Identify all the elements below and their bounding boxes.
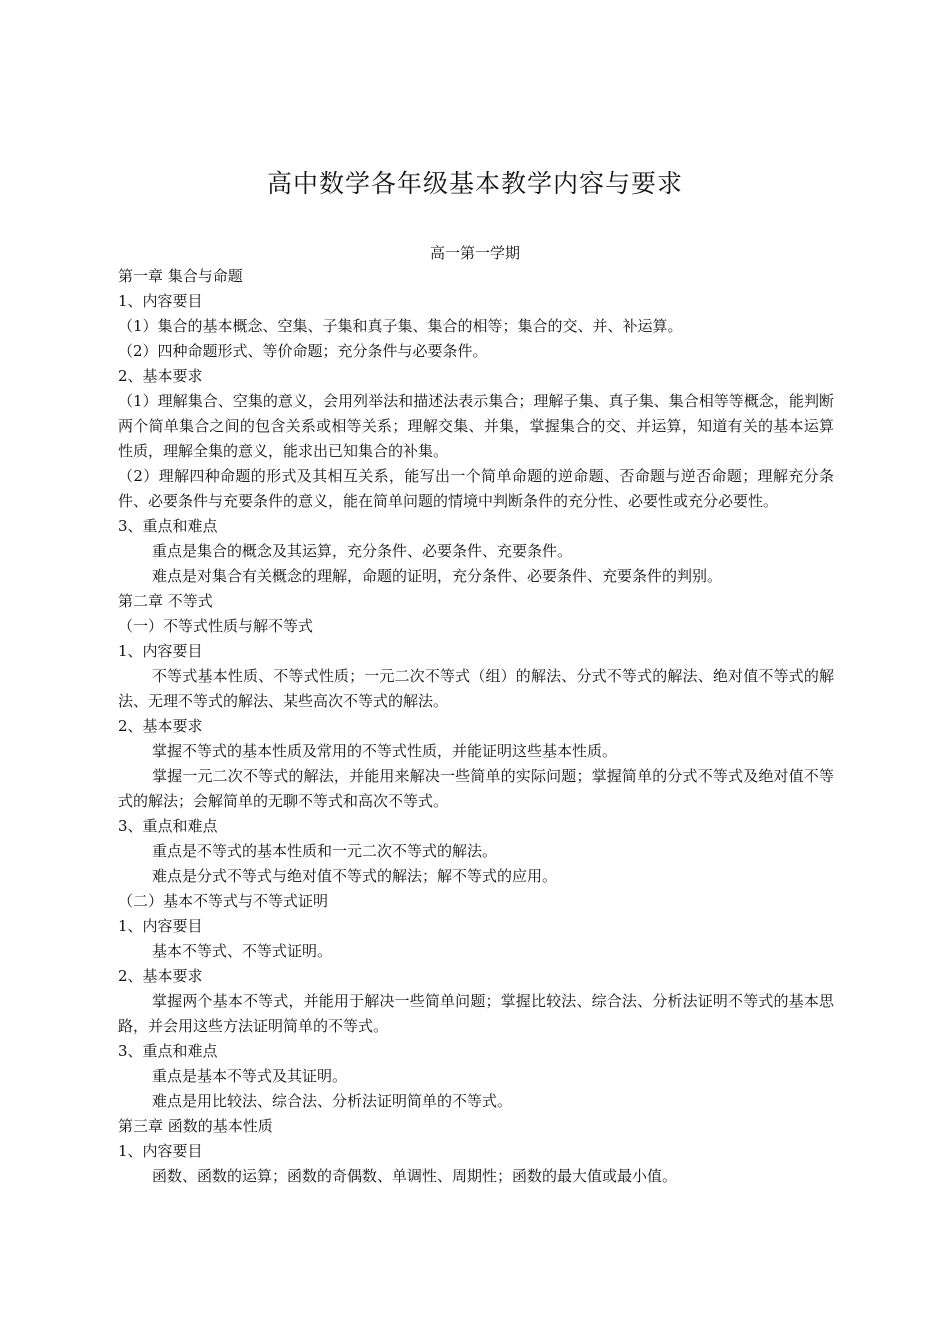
chapter-3-heading: 第三章 函数的基本性质 <box>118 1117 273 1135</box>
ch1-keypoints-heading: 3、重点和难点 <box>118 517 218 535</box>
ch2-p1-keypoints-heading: 3、重点和难点 <box>118 817 218 835</box>
document-title: 高中数学各年级基本教学内容与要求 <box>266 169 683 198</box>
ch1-content-item-2: （2）四种命题形式、等价命题；充分条件与必要条件。 <box>118 342 488 360</box>
document-body <box>118 264 834 1189</box>
chapter-2-heading: 第二章 不等式 <box>118 592 213 610</box>
chapter-1-heading: 第一章 集合与命题 <box>118 267 243 285</box>
ch1-content-heading: 1、内容要目 <box>118 292 203 310</box>
ch2-p1-requirement-1: 掌握不等式的基本性质及常用的不等式性质，并能证明这些基本性质。 <box>152 742 618 760</box>
ch2-p2-keypoints-heading: 3、重点和难点 <box>118 1042 218 1060</box>
ch2-p2-keypoint: 重点是基本不等式及其证明。 <box>152 1067 348 1085</box>
ch1-content-item-1: （1）集合的基本概念、空集、子集和真子集、集合的相等；集合的交、并、补运算。 <box>118 317 683 335</box>
ch2-part-1-heading: （一）不等式性质与解不等式 <box>118 617 314 635</box>
ch2-p1-requirements-heading: 2、基本要求 <box>118 717 203 735</box>
ch2-p2-content-heading: 1、内容要目 <box>118 917 203 935</box>
ch1-requirement-2: （2）理解四种命题的形式及其相互关系，能写出一个简单命题的逆命题、否命题与逆否命题；理解充分条件、必要条件与充要条件的意义，能在简单问题的情境中判断条件的充分性、必要性或充分必要性。 <box>118 467 834 510</box>
ch2-part-2-heading: （二）基本不等式与不等式证明 <box>118 892 329 910</box>
ch2-p1-content-heading: 1、内容要目 <box>118 642 203 660</box>
ch1-difficulty: 难点是对集合有关概念的理解，命题的证明，充分条件、必要条件、充要条件的判别。 <box>152 567 723 585</box>
ch3-content-text: 函数、函数的运算；函数的奇偶数、单调性、周期性；函数的最大值或最小值。 <box>152 1167 678 1185</box>
ch3-content-heading: 1、内容要目 <box>118 1142 203 1160</box>
ch2-p2-requirements-heading: 2、基本要求 <box>118 967 203 985</box>
ch1-requirements-heading: 2、基本要求 <box>118 367 203 385</box>
ch2-p1-difficulty: 难点是分式不等式与绝对值不等式的解法；解不等式的应用。 <box>152 867 558 885</box>
ch1-requirement-1: （1）理解集合、空集的意义，会用列举法和描述法表示集合；理解子集、真子集、集合相等等概念，能判断两个简单集合之间的包含关系或相等关系；理解交集、并集，掌握集合的交、并运算，知道有关的基本运算性质，理解全集的意义，能求出已知集合的补集。 <box>118 392 834 460</box>
ch2-p2-requirement-1: 掌握两个基本不等式，并能用于解决一些简单问题；掌握比较法、综合法、分析法证明不等式的基本思路，并会用这些方法证明简单的不等式。 <box>118 992 834 1035</box>
semester-heading: 高一第一学期 <box>429 244 520 262</box>
ch2-p2-content-text: 基本不等式、不等式证明。 <box>152 942 333 960</box>
ch2-p1-requirement-2: 掌握一元二次不等式的解法，并能用来解决一些简单的实际问题；掌握简单的分式不等式及绝对值不等式的解法；会解简单的无聊不等式和高次不等式。 <box>118 767 834 810</box>
ch2-p1-content-text: 不等式基本性质、不等式性质；一元二次不等式（组）的解法、分式不等式的解法、绝对值不等式的解法、无理不等式的解法、某些高次不等式的解法。 <box>118 667 834 710</box>
ch2-p1-keypoint: 重点是不等式的基本性质和一元二次不等式的解法。 <box>152 842 498 860</box>
ch1-keypoint: 重点是集合的概念及其运算，充分条件、必要条件、充要条件。 <box>152 542 573 560</box>
ch2-p2-difficulty: 难点是用比较法、综合法、分析法证明简单的不等式。 <box>152 1092 513 1110</box>
